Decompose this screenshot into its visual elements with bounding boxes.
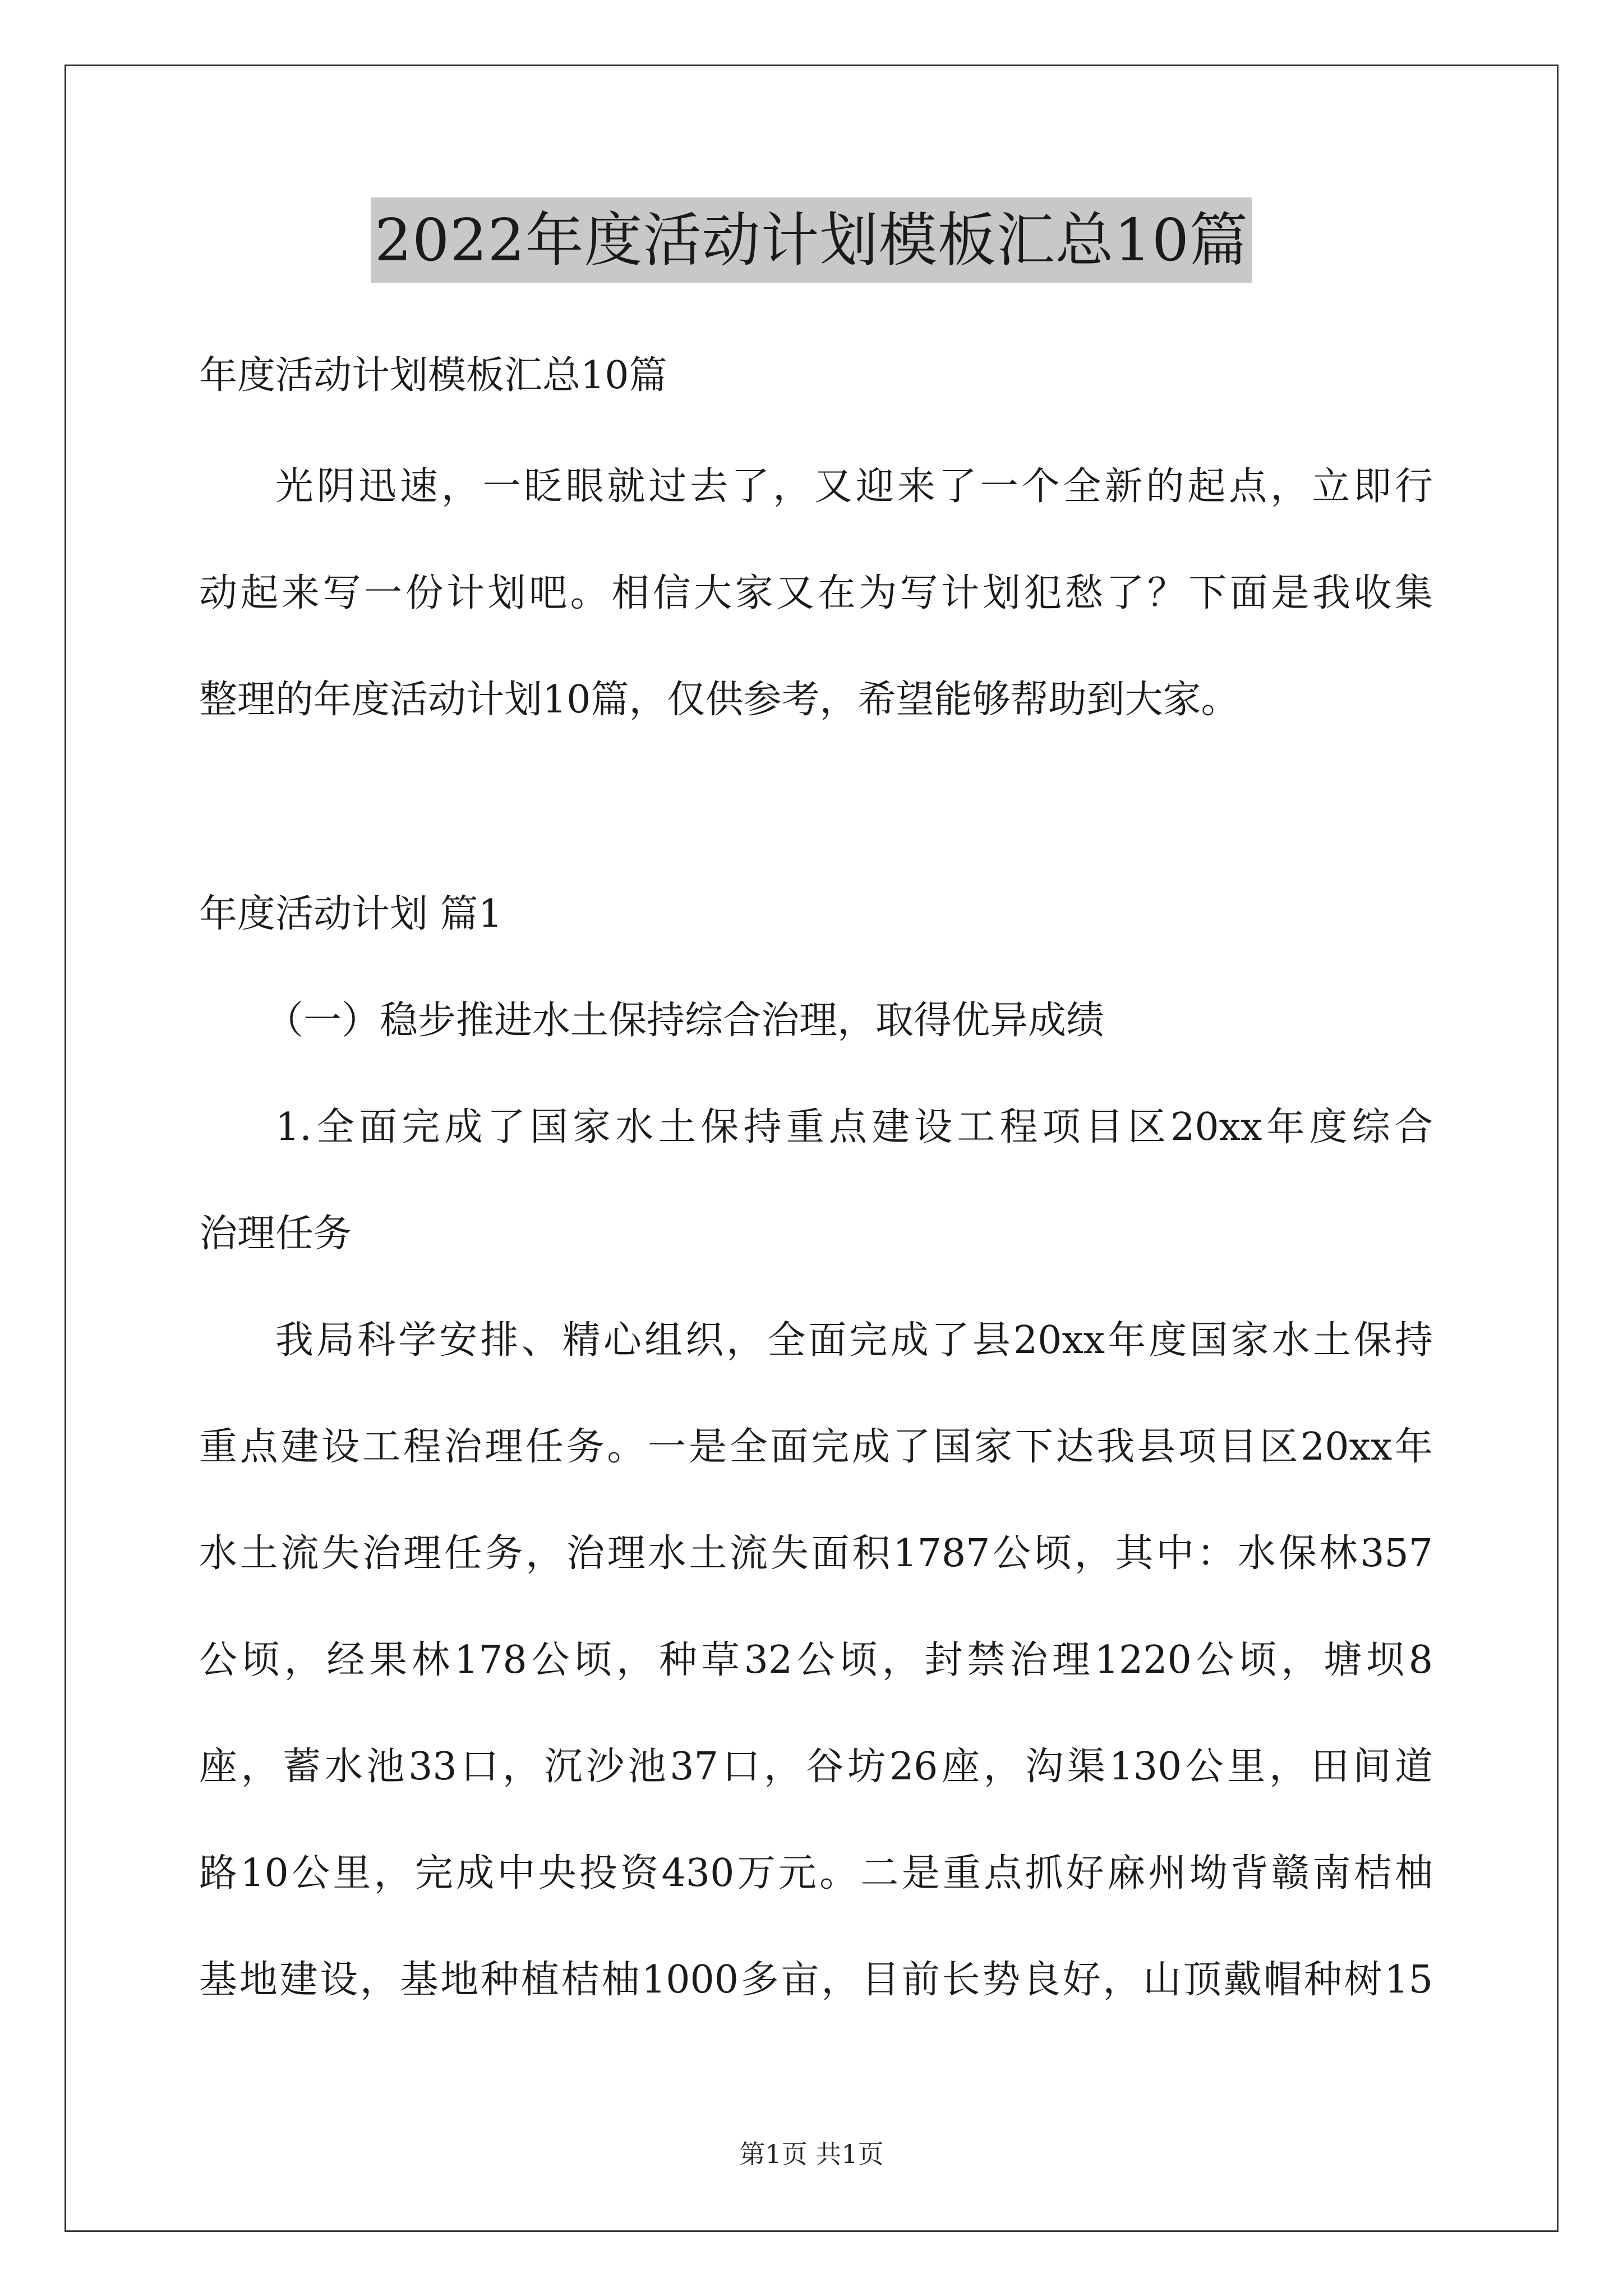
intro-line: 整理的年度活动计划10篇，仅供参考，希望能够帮助到大家。 xyxy=(199,678,1239,722)
detail-line: 基地建设，基地种植桔柚1000多亩，目前长势良好，山顶戴帽种树15 xyxy=(199,1958,1433,2002)
detail-line: 重点建设工程治理任务。一是全面完成了国家下达我县项目区20xx年 xyxy=(199,1425,1433,1469)
sub-heading xyxy=(199,968,1433,1074)
item-line: 1.全面完成了国家水土保持重点建设工程项目区20xx年度综合 xyxy=(275,1105,1433,1149)
document-subtitle xyxy=(199,323,1433,429)
detail-line: 水土流失治理任务，治理水土流失面积1787公顷，其中：水保林357 xyxy=(199,1531,1433,1576)
page-footer: 第1页 共1页 xyxy=(739,2139,884,2169)
sub-heading-line: （一）稳步推进水土保持综合治理，取得优异成绩 xyxy=(265,999,1105,1043)
item-paragraph xyxy=(199,1074,1433,1287)
title-container xyxy=(0,197,1623,283)
detail-line: 座，蓄水池33口，沉沙池37口，谷坊26座，沟渠130公里，田间道 xyxy=(199,1745,1433,1789)
document-title: 2022年度活动计划模板汇总10篇 xyxy=(371,197,1252,283)
section-heading-line: 年度活动计划 篇1 xyxy=(199,892,502,936)
detail-line: 公顷，经果林178公顷，种草32公顷，封禁治理1220公顷，塘坝8 xyxy=(199,1638,1433,1682)
intro-line: 动起来写一份计划吧。相信大家又在为写计划犯愁了？下面是我收集 xyxy=(199,571,1433,615)
subtitle-line: 年度活动计划模板汇总10篇 xyxy=(199,353,667,398)
item-line: 治理任务 xyxy=(199,1212,352,1256)
detail-line: 我局科学安排、精心组织，全面完成了县20xx年度国家水土保持 xyxy=(275,1318,1433,1363)
detail-line: 路10公里，完成中央投资430万元。二是重点抓好麻州坳背赣南桔柚 xyxy=(199,1851,1433,1895)
section-heading xyxy=(199,861,1433,968)
intro-line: 光阴迅速，一眨眼就过去了，又迎来了一个全新的起点，立即行 xyxy=(275,464,1433,509)
intro-paragraph xyxy=(199,434,1433,753)
detail-paragraph xyxy=(199,1287,1433,2033)
